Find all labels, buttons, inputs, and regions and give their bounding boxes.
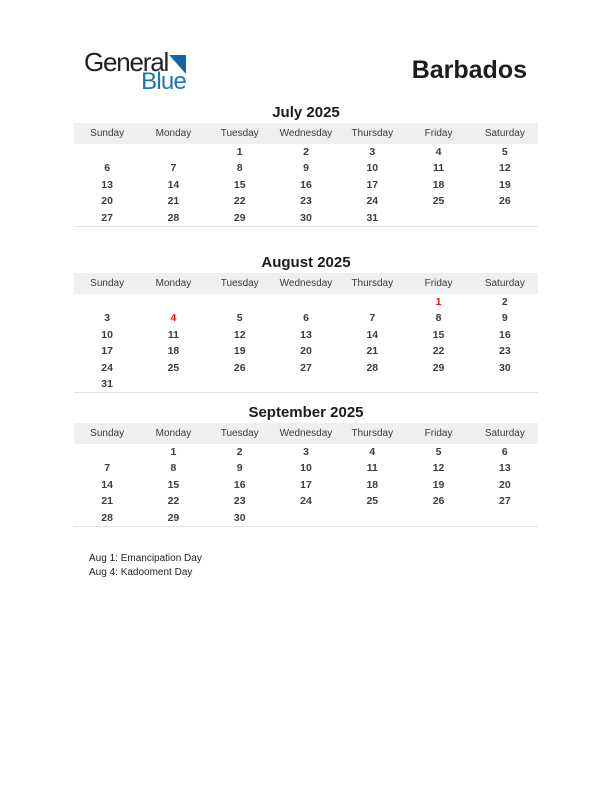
day-cell: 26 xyxy=(499,195,511,208)
weekday-header xyxy=(74,273,538,294)
day-cell: 10 xyxy=(101,328,113,341)
logo-text-blue: Blue xyxy=(141,68,186,95)
day-cell: 14 xyxy=(167,178,180,191)
empty-cell xyxy=(207,294,273,310)
day-cell: 7 xyxy=(104,462,111,475)
weekday-label: Saturday xyxy=(484,428,525,439)
day-cell: 29 xyxy=(167,511,180,524)
day-cell: 15 xyxy=(432,328,445,341)
day-cell: 10 xyxy=(366,162,379,175)
empty-cell xyxy=(140,376,206,392)
day-cell: 26 xyxy=(432,495,445,508)
day-cell: 5 xyxy=(435,446,442,458)
month-title: September 2025 xyxy=(248,404,364,421)
day-cell: 16 xyxy=(233,478,246,491)
weekday-label: Wednesday xyxy=(279,128,333,139)
day-cell: 11 xyxy=(167,328,179,341)
day-cell: 29 xyxy=(233,211,246,224)
weekday-label: Saturday xyxy=(484,128,525,139)
weekday-label: Sunday xyxy=(90,128,125,139)
day-cell: 3 xyxy=(369,146,376,158)
general-blue-logo xyxy=(84,49,186,93)
day-cell: 9 xyxy=(501,312,508,325)
month-grid xyxy=(74,144,538,227)
day-cell: 20 xyxy=(300,345,312,358)
month-grid xyxy=(74,444,538,527)
day-cell: 17 xyxy=(300,478,312,491)
empty-cell xyxy=(339,294,405,310)
day-cell: 28 xyxy=(366,361,379,374)
day-cell: 15 xyxy=(233,178,246,191)
day-cell: 27 xyxy=(499,495,511,508)
day-cell: 1 xyxy=(435,296,442,308)
weekday-label: Sunday xyxy=(90,278,125,289)
day-cell: 30 xyxy=(300,211,312,224)
month-title: August 2025 xyxy=(261,254,351,271)
empty-cell xyxy=(405,510,471,526)
weekday-label: Monday xyxy=(155,128,192,139)
empty-cell xyxy=(74,294,140,310)
day-cell: 5 xyxy=(501,146,508,158)
day-cell: 4 xyxy=(369,446,376,458)
day-cell: 25 xyxy=(432,195,445,208)
empty-cell xyxy=(472,376,538,392)
day-cell: 12 xyxy=(499,162,511,175)
day-cell: 24 xyxy=(366,195,379,208)
day-cell: 2 xyxy=(236,446,243,458)
weekday-label: Wednesday xyxy=(279,278,333,289)
day-cell: 19 xyxy=(432,478,445,491)
empty-cell xyxy=(339,510,405,526)
day-cell: 22 xyxy=(432,345,445,358)
day-cell: 18 xyxy=(432,178,445,191)
day-cell: 20 xyxy=(101,195,113,208)
day-cell: 6 xyxy=(104,162,111,175)
day-cell: 6 xyxy=(501,446,508,458)
weekday-label: Thursday xyxy=(351,428,394,439)
weekday-label: Sunday xyxy=(90,428,125,439)
day-cell: 3 xyxy=(104,312,111,325)
day-cell: 10 xyxy=(300,462,312,475)
day-cell: 3 xyxy=(303,446,309,458)
day-cell: 7 xyxy=(369,312,376,325)
day-cell: 26 xyxy=(233,361,246,374)
day-cell: 23 xyxy=(300,195,312,208)
day-cell: 30 xyxy=(499,361,511,374)
day-cell: 8 xyxy=(435,312,442,325)
day-cell: 13 xyxy=(101,178,113,191)
day-cell: 24 xyxy=(300,495,312,508)
day-cell: 19 xyxy=(499,178,511,191)
day-cell: 15 xyxy=(167,478,180,491)
empty-cell xyxy=(472,510,538,526)
month-september-2025 xyxy=(74,403,538,553)
empty-cell xyxy=(207,376,273,392)
empty-cell xyxy=(472,210,538,226)
weekday-label: Saturday xyxy=(484,278,525,289)
day-cell: 23 xyxy=(233,495,246,508)
weekday-label: Friday xyxy=(424,428,453,439)
holiday-notes xyxy=(89,552,202,579)
day-cell: 12 xyxy=(233,328,246,341)
day-cell: 13 xyxy=(499,462,511,475)
day-cell: 9 xyxy=(236,462,243,475)
day-cell: 31 xyxy=(101,377,113,390)
day-cell: 2 xyxy=(303,146,309,158)
weekday-label: Friday xyxy=(424,278,453,289)
day-cell: 31 xyxy=(366,211,379,224)
day-cell: 25 xyxy=(167,361,180,374)
holiday-note: Aug 4: Kadooment Day xyxy=(89,566,193,578)
holiday-note: Aug 1: Emancipation Day xyxy=(89,553,202,564)
weekday-header xyxy=(74,123,538,144)
empty-cell xyxy=(405,376,471,392)
day-cell: 4 xyxy=(435,146,442,158)
weekday-label: Monday xyxy=(155,278,192,289)
day-cell: 27 xyxy=(300,361,312,374)
day-cell: 18 xyxy=(366,478,379,491)
day-cell: 23 xyxy=(499,345,511,358)
weekday-label: Monday xyxy=(155,428,192,439)
day-cell: 14 xyxy=(366,328,379,341)
day-cell: 16 xyxy=(499,328,511,341)
day-cell: 20 xyxy=(499,478,511,491)
day-cell: 22 xyxy=(233,195,246,208)
day-cell: 11 xyxy=(433,162,445,175)
month-july-2025 xyxy=(74,103,538,253)
empty-cell xyxy=(74,444,140,460)
day-cell: 28 xyxy=(167,211,180,224)
day-cell: 2 xyxy=(501,296,508,308)
day-cell: 16 xyxy=(300,178,312,191)
weekday-label: Tuesday xyxy=(220,128,259,139)
day-cell: 25 xyxy=(366,495,379,508)
weekday-label: Tuesday xyxy=(220,278,259,289)
weekday-label: Thursday xyxy=(351,278,394,289)
day-cell: 21 xyxy=(101,495,113,508)
day-cell: 9 xyxy=(303,162,309,175)
day-cell: 14 xyxy=(101,478,113,491)
day-cell: 7 xyxy=(170,162,177,175)
empty-cell xyxy=(273,294,339,310)
day-cell: 17 xyxy=(366,178,379,191)
day-cell: 22 xyxy=(167,495,180,508)
page-title: Barbados xyxy=(411,56,527,84)
day-cell: 19 xyxy=(233,345,246,358)
empty-cell xyxy=(273,376,339,392)
day-cell: 24 xyxy=(101,361,113,374)
months-container xyxy=(74,103,538,553)
month-grid xyxy=(74,294,538,393)
weekday-label: Wednesday xyxy=(279,428,333,439)
day-cell: 29 xyxy=(432,361,445,374)
empty-cell xyxy=(74,144,140,160)
day-cell: 8 xyxy=(236,162,243,175)
day-cell: 1 xyxy=(236,146,243,158)
day-cell: 6 xyxy=(303,312,309,325)
month-august-2025 xyxy=(74,253,538,403)
weekday-label: Thursday xyxy=(351,128,394,139)
day-cell: 28 xyxy=(101,511,113,524)
day-cell: 4 xyxy=(170,312,177,325)
weekday-label: Friday xyxy=(424,128,453,139)
logo-text-general: General xyxy=(84,47,169,77)
empty-cell xyxy=(140,294,206,310)
month-title: July 2025 xyxy=(272,104,340,121)
weekday-label: Tuesday xyxy=(220,428,259,439)
day-cell: 27 xyxy=(101,211,113,224)
weekday-header xyxy=(74,423,538,444)
empty-cell xyxy=(273,510,339,526)
day-cell: 30 xyxy=(233,511,246,524)
day-cell: 21 xyxy=(167,195,180,208)
day-cell: 1 xyxy=(170,446,177,458)
empty-cell xyxy=(140,144,206,160)
day-cell: 13 xyxy=(300,328,312,341)
empty-cell xyxy=(405,210,471,226)
day-cell: 8 xyxy=(170,462,177,475)
day-cell: 11 xyxy=(366,462,378,475)
empty-cell xyxy=(339,376,405,392)
day-cell: 18 xyxy=(167,345,180,358)
day-cell: 17 xyxy=(101,345,113,358)
day-cell: 5 xyxy=(236,312,243,325)
day-cell: 12 xyxy=(432,462,445,475)
day-cell: 21 xyxy=(366,345,379,358)
